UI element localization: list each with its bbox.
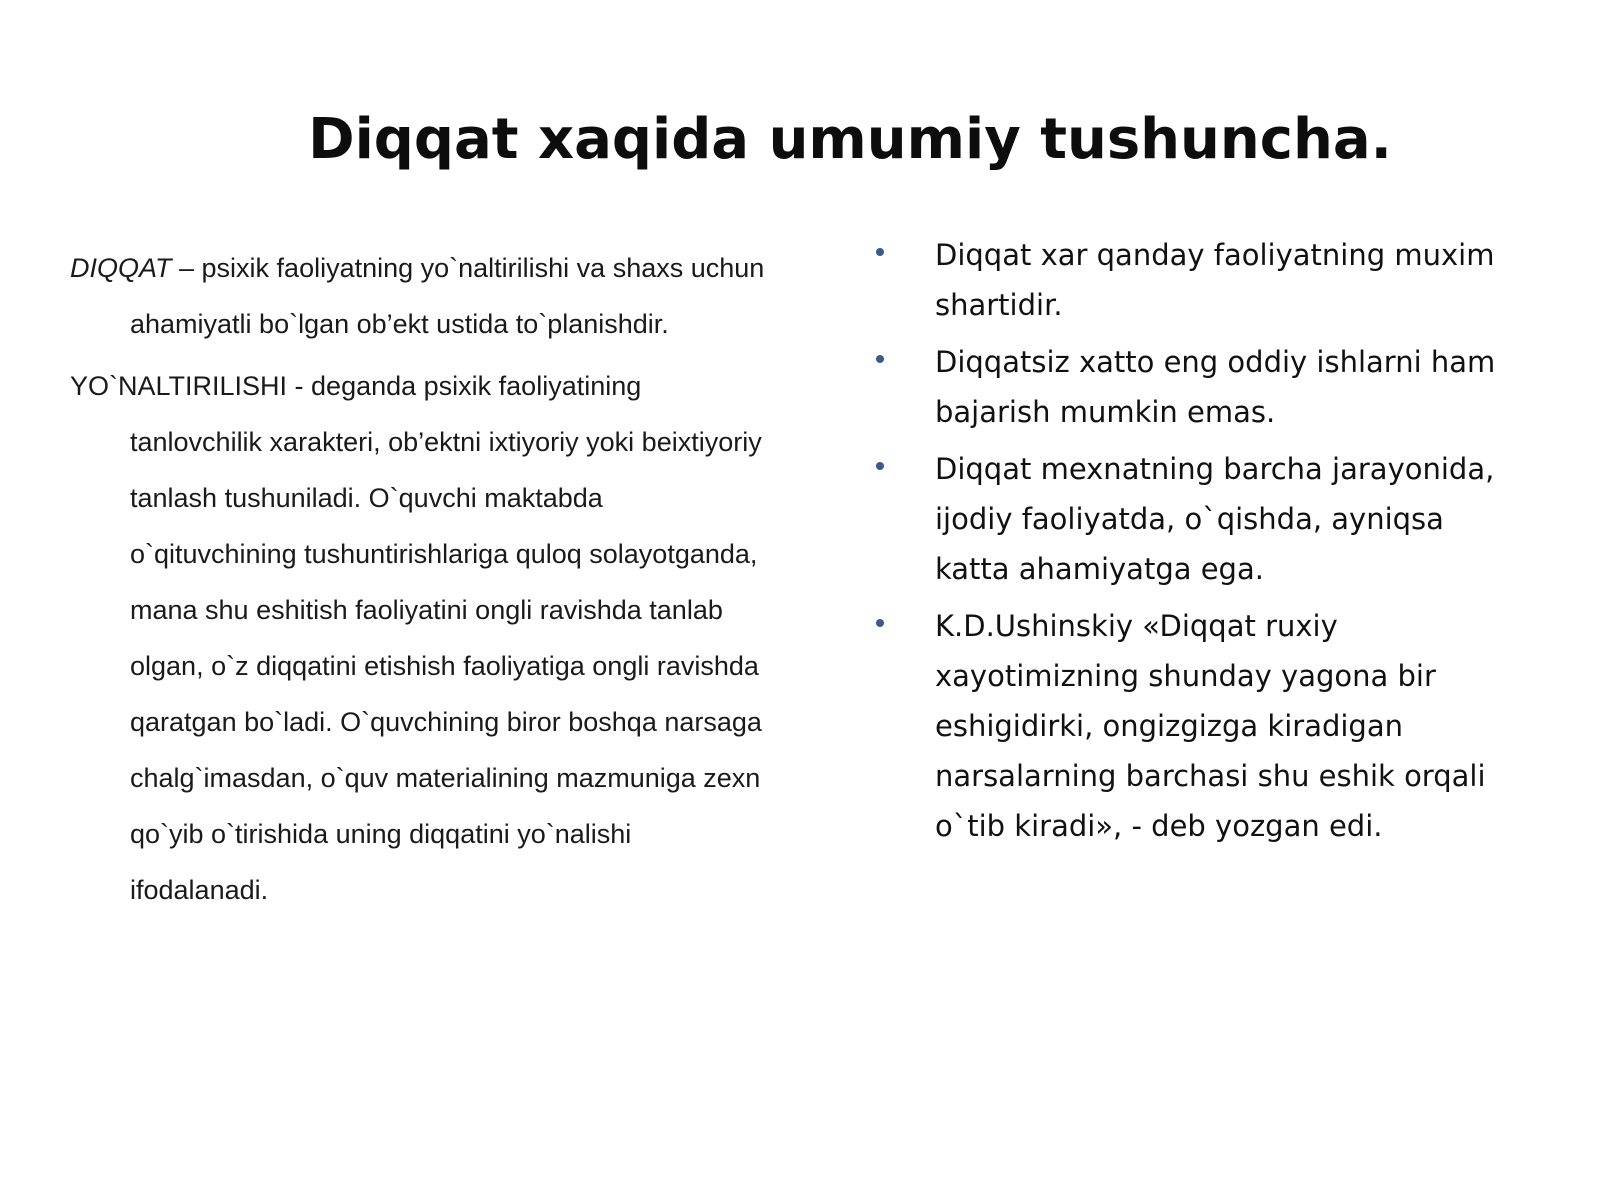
bullet-dot-icon <box>876 462 884 470</box>
bullet-dot-icon <box>876 619 884 627</box>
slide-title <box>0 100 1600 180</box>
slide-title-period: . <box>1370 107 1392 172</box>
definition-term: DIQQAT <box>70 253 172 283</box>
definition-text: – psixik faoliyatning yo`naltirilishi va shaxs uchun ahamiyatli bo`lgan ob’ekt ustida to`planishdir. <box>130 253 765 339</box>
bullet-dot-icon <box>876 355 884 363</box>
bullet-item <box>870 230 1510 330</box>
definition-paragraph <box>70 240 770 352</box>
right-bullet-column <box>870 230 1510 858</box>
bullet-text: K.D.Ushinskiy «Diqqat ruxiy xayotimizning shunday yagona bir eshigidirki, ongizgizga kiradigan narsalarning barchasi shu eshik orqali o`tib kiradi», - deb yozgan edi. <box>935 609 1486 843</box>
bullet-list <box>870 230 1510 851</box>
bullet-dot-icon <box>876 248 884 256</box>
left-text-column <box>70 240 770 924</box>
bullet-text: Diqqat mexnatning barcha jarayonida, ijodiy faoliyatda, o`qishda, ayniqsa katta ahamiyatga ega. <box>935 452 1495 586</box>
direction-paragraph: YO`NALTIRILISHI - deganda psixik faoliyatining tanlovchilik xarakteri, ob’ektni ixtiyoriy yoki beixtiyoriy tanlash tushuniladi. O`quvchi maktabda o`qituvchining tushuntirishlariga quloq solayotganda, mana shu eshitish faoliyatini ongli ravishda tanlab olgan, o`z diqqatini etishish faoliyatiga ongli ravishda qaratgan bo`ladi. O`quvchining biror boshqa narsaga chalg`imasdan, o`quv materialining mazmuniga zexn qo`yib o`tirishida uning diqqatini yo`nalishi ifodalanadi. <box>70 371 762 905</box>
bullet-item <box>870 444 1510 594</box>
slide-title-text: Diqqat xaqida umumiy tushuncha <box>308 107 1371 172</box>
bullet-text: Diqqat xar qanday faoliyatning muxim shartidir. <box>935 238 1495 322</box>
bullet-item <box>870 601 1510 851</box>
bullet-item <box>870 337 1510 437</box>
bullet-text: Diqqatsiz xatto eng oddiy ishlarni ham bajarish mumkin emas. <box>935 345 1496 429</box>
